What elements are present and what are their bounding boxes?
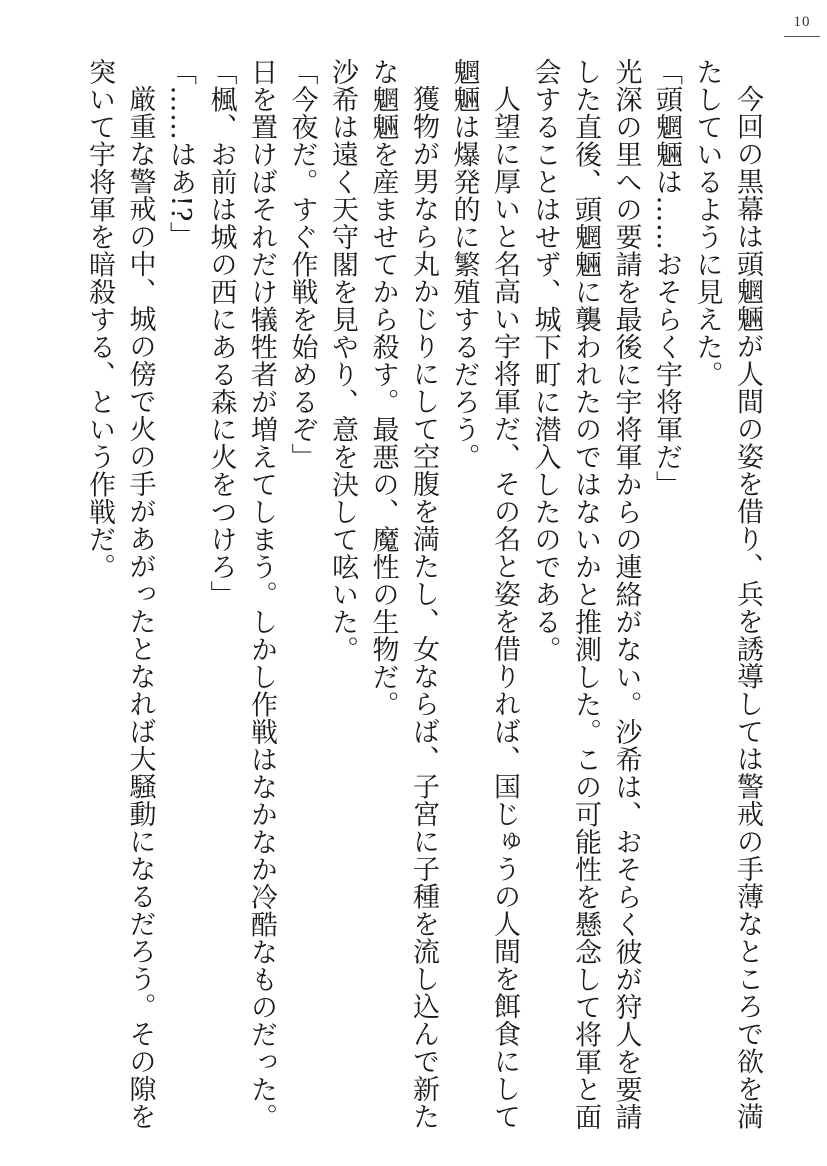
paragraph: 獲物が男なら丸かじりにして空腹を満たし、女ならば、子宮に子種を流し込んで新たな魍魎を産ませてから殺す。最悪の、魔性の生物だ。 bbox=[367, 58, 439, 1130]
vertical-body-text bbox=[79, 58, 768, 1138]
paragraph: 「楓、お前は城の西にある森に火をつけろ」 bbox=[205, 58, 237, 608]
paragraph: 「頭魍魎は……おそらく宇将軍だ」 bbox=[651, 58, 682, 498]
paragraph: 光深の里への要請を最後に宇将軍からの連絡がない。沙希は、おそらく彼が狩人を要請した直後、頭魍魎に襲われたのではないかと推測した。この可能性を懸念して将軍と面会することはせず、城下町に潜入したのである。 bbox=[529, 58, 642, 1131]
page-number-rule bbox=[784, 36, 820, 37]
paragraph: 日を置けばそれだけ犠牲者が増えてしまう。しかし作戦はなかなか冷酷なものだった。 bbox=[246, 58, 277, 1131]
paragraph: 厳重な警戒の中、城の傍で火の手があがったとなれば大騒動になるだろう。その隙を突いて宇将軍を暗殺する、という作戦だ。 bbox=[84, 58, 156, 1130]
paragraph: 「今夜だ。すぐ作戦を始めるぞ」 bbox=[286, 58, 318, 471]
paragraph: 人望に厚いと名高い宇将軍だ、その名と姿を借りれば、国じゅうの人間を餌食にして魍魎は爆発的に繁殖するだろう。 bbox=[448, 58, 520, 1130]
page-number: 10 bbox=[793, 14, 811, 30]
paragraph: 「……はあ!?」 bbox=[165, 58, 196, 250]
paragraph: 沙希は遠く天守閣を見やり、意を決して呟いた。 bbox=[327, 58, 358, 663]
paragraph: 今回の黒幕は頭魍魎が人間の姿を借り、兵を誘導しては警戒の手薄なところで欲を満たしているように見えた。 bbox=[691, 58, 763, 1130]
